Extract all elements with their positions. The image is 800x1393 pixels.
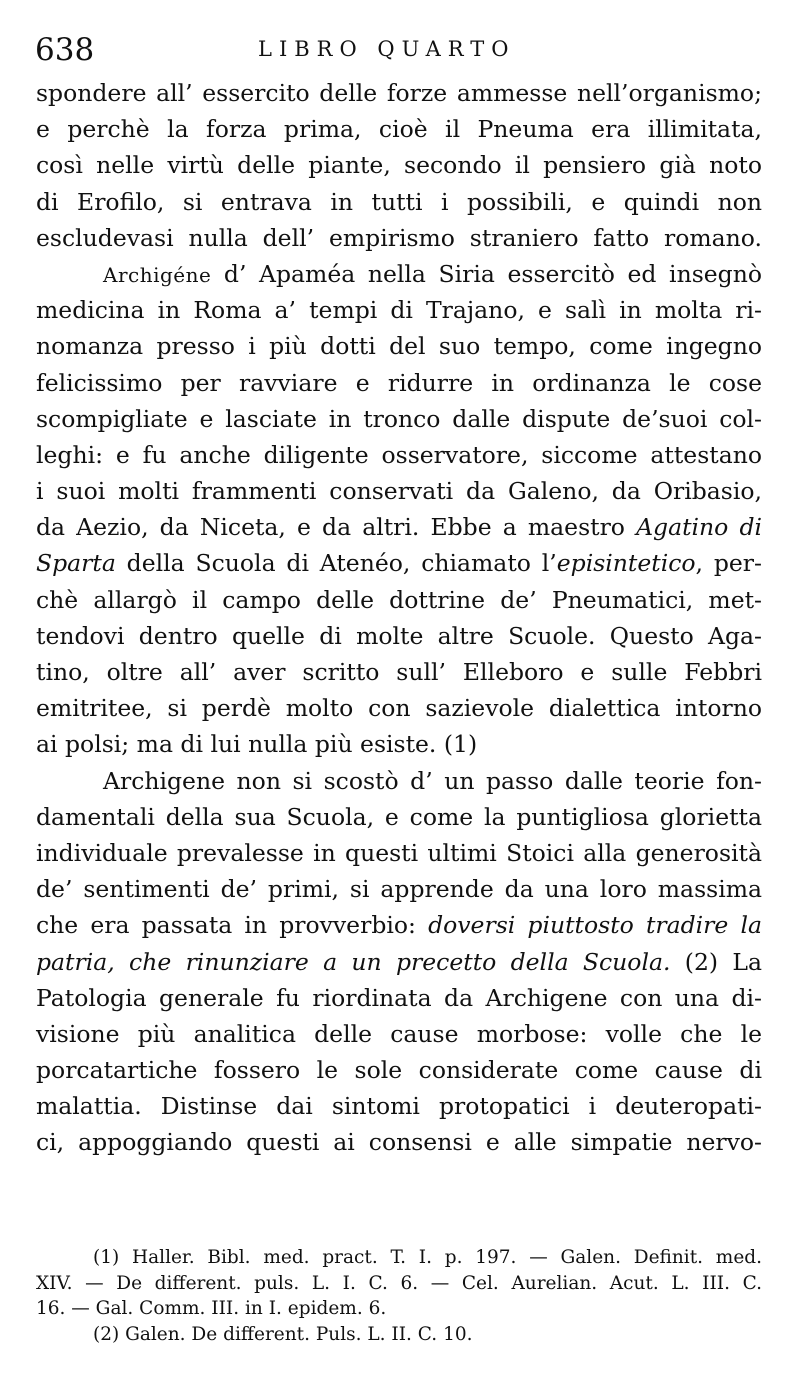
text-line: così nelle virtù delle piante, secondo il pensiero già noto: [36, 151, 762, 180]
text-line: scompigliate e lasciate in tronco dalle dispute de’suoi col-: [36, 404, 762, 433]
text-line: ci, appoggiando questi ai consensi e alle simpatie nervo-: [36, 1128, 762, 1157]
text-line: visione più analitica delle cause morbose: volle che le: [36, 1019, 762, 1048]
text-line: felicissimo per ravviare e ridurre in ordinanza le cose: [36, 368, 762, 397]
paragraph-start-line: [36, 256, 762, 292]
italic-span: patria, che rinunziare a un precetto della Scuola.: [36, 947, 671, 976]
italic-span: doversi piuttosto tradire la: [428, 911, 762, 940]
italic-span: Agatino di: [636, 513, 762, 542]
running-head: LIBRO QUARTO: [258, 37, 516, 61]
body-text: [36, 75, 762, 1161]
text-line: i suoi molti frammenti conservati da Galeno, da Oribasio,: [36, 477, 762, 506]
text-span: della Scuola di Atenéo, chiamato: [115, 549, 542, 578]
text-line: porcatartiche fossero le sole considerate come cause di: [36, 1056, 762, 1085]
page-number: 638: [35, 32, 95, 68]
footnote-line: 16. — Gal. Comm. III. in I. epidem. 6.: [36, 1298, 387, 1320]
text-line: de’ sentimenti de’ primi, si apprende da una loro massima: [36, 875, 762, 904]
footnotes: [36, 1245, 762, 1347]
paragraph-start-line: Archigene non si scostò d’ un passo dalle teorie fon-: [103, 766, 762, 795]
text-line: spondere all’ essercito delle forze ammesse nell’organismo;: [36, 79, 762, 107]
text-line: malattia. Distinse dai sintomi protopatici i deuteropati-: [36, 1092, 762, 1121]
text-line: tendovi dentro quelle di molte altre Scuole. Questo Aga-: [36, 621, 762, 650]
text-line: [36, 545, 762, 581]
text-line: [36, 509, 762, 545]
text-line: ai polsi; ma di lui nulla più esiste. (1): [36, 730, 478, 759]
text-line: damentali della sua Scuola, e come la puntigliosa glorietta: [36, 802, 762, 831]
text-span: l’: [541, 549, 557, 578]
footnote-line: (2) Galen. De different. Puls. L. II. C. 10.: [93, 1323, 473, 1345]
text-line: leghi: e fu anche diligente osservatore, siccome attestano: [36, 440, 762, 469]
text-line: individuale prevalesse in questi ultimi Stoici alla generosità: [36, 838, 762, 867]
text-span: d’ Apaméa nella Siria essercitò ed insegnò: [211, 259, 762, 288]
person-name-smallcaps: Archigéne: [103, 262, 212, 287]
text-line: tino, oltre all’ aver scritto sull’ Elleboro e sulle Febbri: [36, 658, 762, 686]
text-line: chè allargò il campo delle dottrine de’ Pneumatici, met-: [36, 585, 762, 614]
text-span: , per-: [695, 549, 762, 578]
text-span: che era passata in provverbio:: [36, 911, 429, 940]
text-line: escludevasi nulla dell’ empirismo straniero fatto romano.: [36, 223, 762, 252]
text-line: emitritee, si perdè molto con sazievole dialettica intorno: [36, 694, 762, 723]
footnote-line: (1) Haller. Bibl. med. pract. T. I. p. 197. — Galen. Definit. med.: [93, 1247, 762, 1268]
text-line: [36, 944, 762, 980]
italic-span: episintetico: [556, 549, 696, 578]
italic-span: Sparta: [36, 549, 116, 578]
text-line: di Erofilo, si entrava in tutti i possibili, e quindi non: [36, 187, 762, 216]
text-span: (2) La: [670, 947, 763, 976]
text-line: nomanza presso i più dotti del suo tempo, come ingegno: [36, 332, 762, 361]
footnote-line: XIV. — De different. puls. L. I. C. 6. — Cel. Aurelian. Acut. L. III. C.: [36, 1272, 762, 1294]
text-span: da Aezio, da Niceta, e da altri. Ebbe a maestro: [36, 513, 637, 542]
text-line: [36, 907, 762, 943]
text-line: Patologia generale fu riordinata da Archigene con una di-: [36, 983, 762, 1012]
text-line: e perchè la forza prima, cioè il Pneuma era illimitata,: [36, 115, 762, 144]
text-line: medicina in Roma a’ tempi di Trajano, e salì in molta ri-: [36, 296, 762, 325]
